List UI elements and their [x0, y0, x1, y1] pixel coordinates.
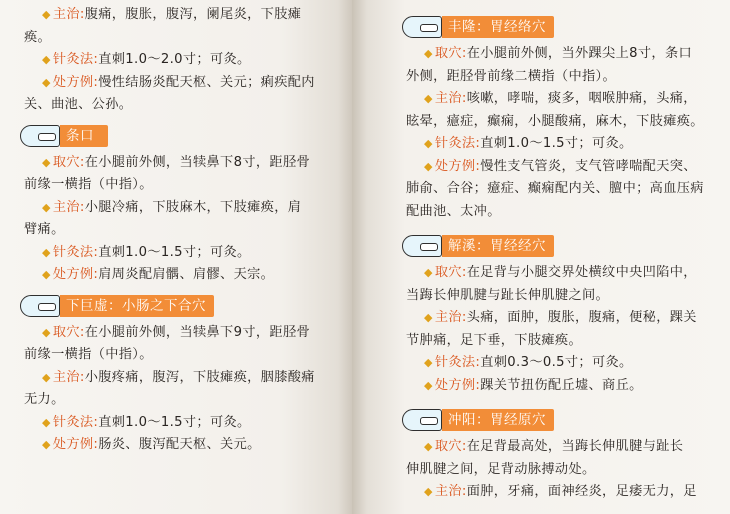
zhuzhi-text: 腹痛，腹胀，腹泻，阑尾炎，下肢瘫 [84, 7, 302, 22]
zhuzhi-line [406, 88, 722, 111]
chufang-label: 处方例: [434, 158, 481, 174]
section-title: 解溪：胃经经穴 [442, 235, 554, 257]
zhuzhi-line [406, 481, 722, 504]
chufang-text: 慢性结肠炎配天枢、关元；痢疾配内 [98, 74, 315, 90]
zhuzhi-text: 面肿，牙痛，面神经炎，足痿无力，足 [466, 484, 697, 499]
chufang-line [24, 264, 342, 287]
section-heading-tiaokou [20, 125, 342, 147]
zhenjiu-label: 针灸法: [52, 52, 99, 67]
chufang-line [406, 375, 722, 398]
zhuzhi-line-cont: 痪。 [24, 29, 52, 45]
section-title: 冲阳：胃经原穴 [442, 409, 554, 431]
zhuzhi-line-cont: 节肿痛，足下垂，下肢瘫痪。 [406, 332, 582, 348]
section-heading-jiexi [402, 235, 722, 257]
pointing-hand-icon [402, 409, 442, 431]
zhenjiu-line [406, 133, 722, 156]
quxue-line [24, 322, 342, 345]
quxue-line [406, 43, 722, 66]
quxue-line [406, 262, 722, 285]
zhenjiu-line [24, 49, 342, 72]
zhenjiu-label: 针灸法: [52, 414, 99, 430]
quxue-line [24, 152, 342, 175]
quxue-line-cont: 伸肌腱之间，足背动脉搏动处。 [406, 461, 596, 477]
zhuzhi-line [24, 367, 342, 390]
zhenjiu-line [406, 352, 722, 375]
diamond-bullet-icon: ◆ [42, 245, 51, 259]
zhuzhi-text: 小腿冷痛，下肢麻木，下肢瘫痪，肩 [84, 199, 302, 215]
diamond-bullet-icon: ◆ [424, 47, 433, 60]
quxue-text: 在足背与小腿交界处横纹中央凹陷中， [466, 265, 697, 280]
quxue-line-cont: 前缘一横指（中指）。 [24, 347, 153, 362]
section-heading-chongyang [402, 409, 722, 431]
pointing-hand-icon [20, 125, 60, 147]
zhuzhi-label: 主治: [52, 7, 85, 22]
quxue-line-cont: 当踇长伸肌腱与趾长伸肌腱之间。 [406, 287, 610, 303]
section-title: 条口 [60, 125, 108, 147]
diamond-bullet-icon: ◆ [424, 137, 433, 150]
diamond-bullet-icon: ◆ [42, 200, 51, 214]
diamond-bullet-icon: ◆ [424, 356, 433, 369]
chufang-line-cont: 肺俞、合谷；癔症、癫痫配内关、膻中；高血压病 [406, 181, 704, 196]
chufang-label: 处方例: [52, 437, 99, 452]
section-title: 下巨虚：小肠之下合穴 [60, 295, 214, 317]
diamond-bullet-icon: ◆ [424, 311, 433, 324]
chufang-line [24, 434, 342, 457]
pointing-hand-icon [20, 295, 60, 317]
quxue-label: 取穴: [434, 46, 467, 61]
chufang-line [24, 72, 342, 95]
diamond-bullet-icon: ◆ [42, 268, 51, 281]
zhuzhi-label: 主治: [52, 199, 85, 215]
diamond-bullet-icon: ◆ [42, 53, 51, 66]
zhuzhi-label: 主治: [434, 91, 467, 106]
chufang-text: 肩周炎配肩髃、肩髎、天宗。 [98, 267, 275, 282]
zhuzhi-line-cont: 臂痛。 [24, 222, 65, 237]
section-heading-xiajuxu [20, 295, 342, 317]
diamond-bullet-icon: ◆ [424, 378, 433, 392]
zhenjiu-label: 针灸法: [434, 136, 481, 151]
diamond-bullet-icon: ◆ [42, 75, 51, 89]
quxue-label: 取穴: [434, 439, 467, 454]
diamond-bullet-icon: ◆ [42, 325, 51, 339]
diamond-bullet-icon: ◆ [424, 92, 433, 105]
quxue-text: 在足背最高处，当踇长伸肌腱与趾长 [466, 439, 684, 454]
chufang-label: 处方例: [52, 267, 99, 282]
zhenjiu-label: 针灸法: [52, 244, 99, 260]
quxue-text: 在小腿前外侧，当犊鼻下8寸，距胫骨 [84, 154, 311, 170]
quxue-label: 取穴: [434, 265, 467, 280]
chufang-label: 处方例: [434, 377, 481, 393]
zhuzhi-text: 咳嗽，哮喘，痰多，咽喉肿痛，头痛， [466, 91, 697, 106]
zhenjiu-line [24, 242, 342, 265]
diamond-bullet-icon: ◆ [424, 159, 433, 173]
diamond-bullet-icon: ◆ [42, 415, 51, 429]
quxue-line-cont: 前缘一横指（中指）。 [24, 177, 153, 192]
chufang-label: 处方例: [52, 74, 99, 90]
chufang-line-cont: 关、曲池、公孙。 [24, 97, 133, 112]
zhuzhi-line [24, 4, 342, 27]
diamond-bullet-icon: ◆ [42, 370, 51, 384]
diamond-bullet-icon: ◆ [42, 8, 51, 21]
zhuzhi-text: 小腹疼痛，腹泻，下肢瘫痪，胭膝酸痛 [84, 369, 315, 385]
section-title: 丰隆：胃经络穴 [442, 16, 554, 38]
quxue-text: 在小腿前外侧，当犊鼻下9寸，距胫骨 [84, 324, 311, 340]
pointing-hand-icon [402, 16, 442, 38]
zhenjiu-label: 针灸法: [434, 355, 481, 370]
left-page [0, 0, 352, 514]
diamond-bullet-icon: ◆ [424, 485, 433, 498]
zhenjiu-text: 直刺1.0～1.5寸；可灸。 [480, 136, 633, 151]
zhuzhi-label: 主治: [52, 369, 85, 385]
zhenjiu-text: 直刺1.0～2.0寸；可灸。 [98, 52, 251, 67]
quxue-line [406, 436, 722, 459]
quxue-label: 取穴: [52, 154, 85, 170]
chufang-text: 慢性支气管炎，支气管哮喘配天突、 [480, 158, 697, 174]
chufang-line-cont: 配曲池、太冲。 [406, 203, 501, 219]
section-heading-fenglong [402, 16, 722, 38]
quxue-line-cont: 外侧，距胫骨前缘二横指（中指）。 [406, 68, 616, 84]
pointing-hand-icon [402, 235, 442, 257]
chufang-text: 肠炎、腹泻配天枢、关元。 [98, 437, 261, 452]
zhuzhi-line [406, 307, 722, 330]
zhenjiu-text: 直刺1.0～1.5寸；可灸。 [98, 414, 251, 430]
zhuzhi-label: 主治: [434, 484, 467, 499]
zhuzhi-line-cont: 无力。 [24, 392, 65, 407]
chufang-text: 踝关节扭伤配丘墟、商丘。 [480, 377, 643, 393]
zhenjiu-line [24, 412, 342, 435]
diamond-bullet-icon: ◆ [424, 440, 433, 453]
zhuzhi-label: 主治: [434, 310, 467, 325]
zhenjiu-text: 直刺1.0～1.5寸；可灸。 [98, 244, 251, 260]
chufang-line [406, 156, 722, 179]
zhuzhi-text: 头痛，面肿，腹胀，腹痛，便秘，踝关 [466, 310, 697, 325]
zhenjiu-text: 直刺0.3～0.5寸；可灸。 [480, 355, 633, 370]
right-page [352, 0, 730, 514]
diamond-bullet-icon: ◆ [424, 266, 433, 279]
quxue-label: 取穴: [52, 324, 85, 340]
quxue-text: 在小腿前外侧，当外踝尖上8寸，条口 [466, 46, 693, 61]
zhuzhi-line [24, 197, 342, 220]
zhuzhi-line-cont: 眩晕，癔症，癫痫，小腿酸痛，麻木，下肢瘫痪。 [406, 113, 704, 129]
diamond-bullet-icon: ◆ [42, 438, 51, 451]
diamond-bullet-icon: ◆ [42, 155, 51, 169]
